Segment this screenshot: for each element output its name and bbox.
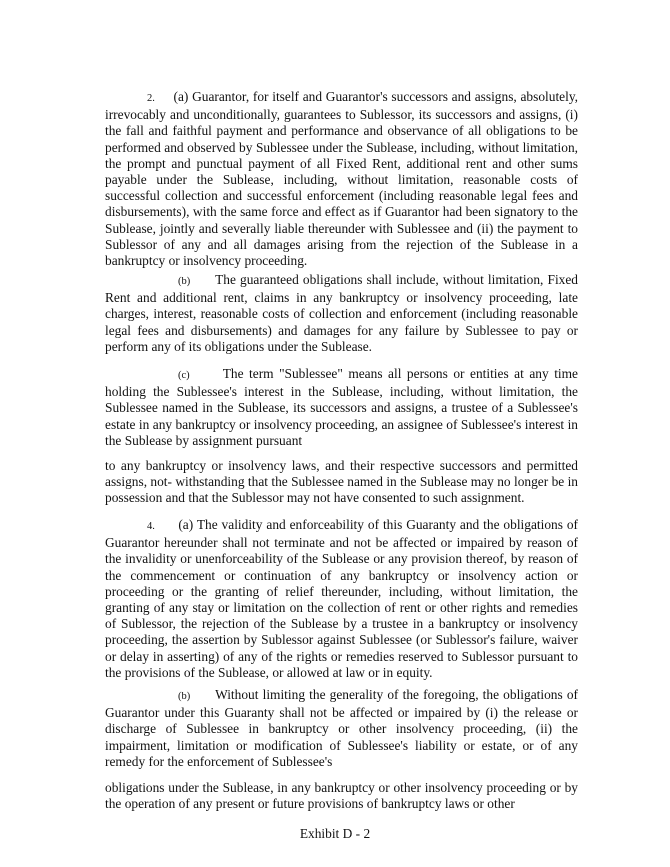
subsection-label: (c) — [178, 370, 190, 381]
paragraph-text: (a) The validity and enforceability of this Guaranty and the obligations of Guarantor hereunder shall not terminate and not be affected or impaired by reason of the invalidity or unenforceability of the Sublease or any provision thereof, by reason of the commencement or continuation of any bankruptcy or insolvency action or proceeding or the granting of relief thereunder, including, without limitation, the granting of any stay or limitation on the collection of rent or other rights and remedies of Sublessor, the rejection of the Sublease by a trustee in a bankruptcy or insolvency proceeding, the assertion by Sublessor against Sublessee (or Sublessor's failure, waiver or delay in asserting) of any of the rights or remedies reserved to Sublessor pursuant to the provisions of the Sublease, or allowed at law or in equity. — [105, 517, 578, 680]
page-footer: Exhibit D - 2 — [299, 826, 371, 841]
paragraph-text: (a) Guarantor, for itself and Guarantor's successors and assigns, absolutely, irrevocably and unconditionally, guarantees to Sublessor, its successors and assigns, (i) the fall and faithful payment and performance and observance of all obligations to be performed and observed by Sublessee under the Sublease, including, without limitation, the prompt and punctual payment of all Fixed Rent, additional rent and other sums payable under the Sublease, including, without limitation, reasonable costs of successful collection and successful enforcement (including reasonable legal fees and disbursements), with the same force and effect as if Guarantor had been signatory to the Sublease, jointly and severally liable thereunder with Sublessee and (ii) the payment to Sublessor of any and all damages arising from the rejection of the Sublease in a bankruptcy or insolvency proceeding. — [105, 89, 578, 269]
paragraph-4b-continued — [105, 780, 578, 812]
paragraph-2b — [105, 272, 578, 355]
paragraph-text: to any bankruptcy or insolvency laws, and their respective successors and permitted assigns, not- withstanding that the Sublessee named in the Sublease may no longer be in possession and that the Sublessor may not have consented to such assignment. — [105, 458, 578, 506]
paragraph-2a — [105, 89, 578, 269]
paragraph-text: obligations under the Sublease, in any bankruptcy or other insolvency proceeding or by the operation of any present or future provisions of bankruptcy laws or other — [105, 780, 578, 812]
paragraph-2c-continued — [105, 458, 578, 507]
section-number: 4. — [147, 521, 155, 532]
paragraph-text: The guaranteed obligations shall include, without limitation, Fixed Rent and additional rent, claims in any bankruptcy or insolvency proceeding, late charges, interest, reasonable costs of collection and enforcement (including reasonable legal fees and disbursements) and damages for any failure by Sublessee to pay or perform any of its obligations under the Sublease. — [105, 272, 578, 354]
paragraph-2c — [105, 366, 578, 449]
subsection-label: (b) — [178, 276, 191, 287]
subsection-label: (b) — [178, 691, 191, 702]
paragraph-text: Without limiting the generality of the foregoing, the obligations of Guarantor under this Guaranty shall not be affected or impaired by (i) the release or discharge of Sublessee in bankruptcy or other insolvency proceeding, (ii) the impairment, limitation or modification of Sublessee's liability or estate, or of any remedy for the enforcement of Sublessee's — [105, 687, 578, 769]
paragraph-text: The term "Sublessee" means all persons or entities at any time holding the Sublessee's interest in the Sublease, including, without limitation, the Sublessee named in the Sublease, its successors and assigns, a trustee of a Sublessee's estate in any bankruptcy or insolvency proceeding, an assignee of Sublessee's interest in the Sublease by assignment pursuant — [105, 366, 578, 448]
paragraph-4b — [105, 687, 578, 770]
paragraph-4a — [105, 517, 578, 681]
section-number: 2. — [147, 93, 155, 104]
